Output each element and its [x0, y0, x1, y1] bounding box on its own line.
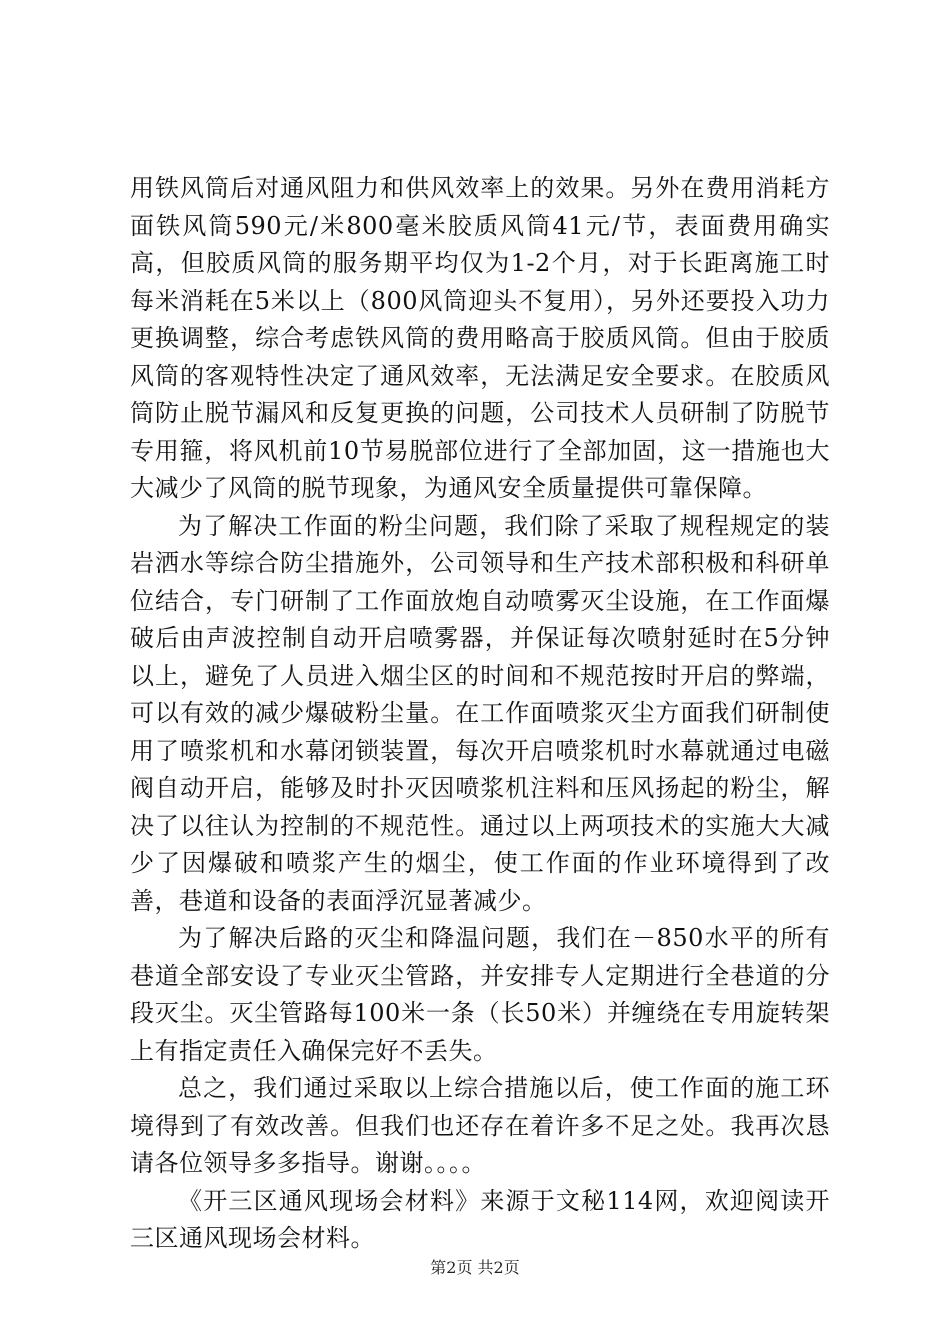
paragraph-roadway-dust: 为了解决后路的灭尘和降温问题，我们在－850水平的所有巷道全部安设了专业灭尘管路，并安排专人定期进行全巷道的分段灭尘。灭尘管路每100米一条（长50米）并缠绕在专用旋转架上有指定责任入确保完好不丢失。	[130, 924, 830, 1065]
document-body	[130, 170, 830, 1258]
paragraph-conclusion: 总之，我们通过采取以上综合措施以后，使工作面的施工环境得到了有效改善。但我们也还存在着许多不足之处。我再次恳请各位领导多多指导。谢谢。。。。	[130, 1074, 830, 1177]
paragraph-ventilation-cost: 用铁风筒后对通风阻力和供风效率上的效果。另外在费用消耗方面铁风筒590元/米800毫米胶质风筒41元/节，表面费用确实高，但胶质风筒的服务期平均仅为1-2个月，对于长距离施工时每米消耗在5米以上（800风筒迎头不复用），另外还要投入功力更换调整，综合考虑铁风筒的费用略高于胶质风筒。但由于胶质风筒的客观特性决定了通风效率，无法满足安全要求。在胶质风筒防止脱节漏风和反复更换的问题，公司技术人员研制了防脱节专用箍，将风机前10节易脱部位进行了全部加固，这一措施也大大减少了风筒的脱节现象，为通风安全质量提供可靠保障。	[130, 174, 830, 502]
page-number: 第2页 共2页	[430, 1258, 520, 1277]
paragraph-source-note: 《开三区通风现场会材料》来源于文秘114网，欢迎阅读开三区通风现场会材料。	[130, 1186, 830, 1252]
paragraph-dust-control: 为了解决工作面的粉尘问题，我们除了采取了规程规定的装岩洒水等综合防尘措施外，公司领导和生产技术部积极和科研单位结合，专门研制了工作面放炮自动喷雾灭尘设施，在工作面爆破后由声波控制自动开启喷雾器，并保证每次喷射延时在5分钟以上，避免了人员进入烟尘区的时间和不规范按时开启的弊端，可以有效的减少爆破粉尘量。在工作面喷浆灭尘方面我们研制使用了喷浆机和水幕闭锁装置，每次开启喷浆机时水幕就通过电磁阀自动开启，能够及时扑灭因喷浆机注料和压风扬起的粉尘，解决了以往认为控制的不规范性。通过以上两项技术的实施大大减少了因爆破和喷浆产生的烟尘，使工作面的作业环境得到了改善，巷道和设备的表面浮沉显著减少。	[130, 511, 830, 915]
